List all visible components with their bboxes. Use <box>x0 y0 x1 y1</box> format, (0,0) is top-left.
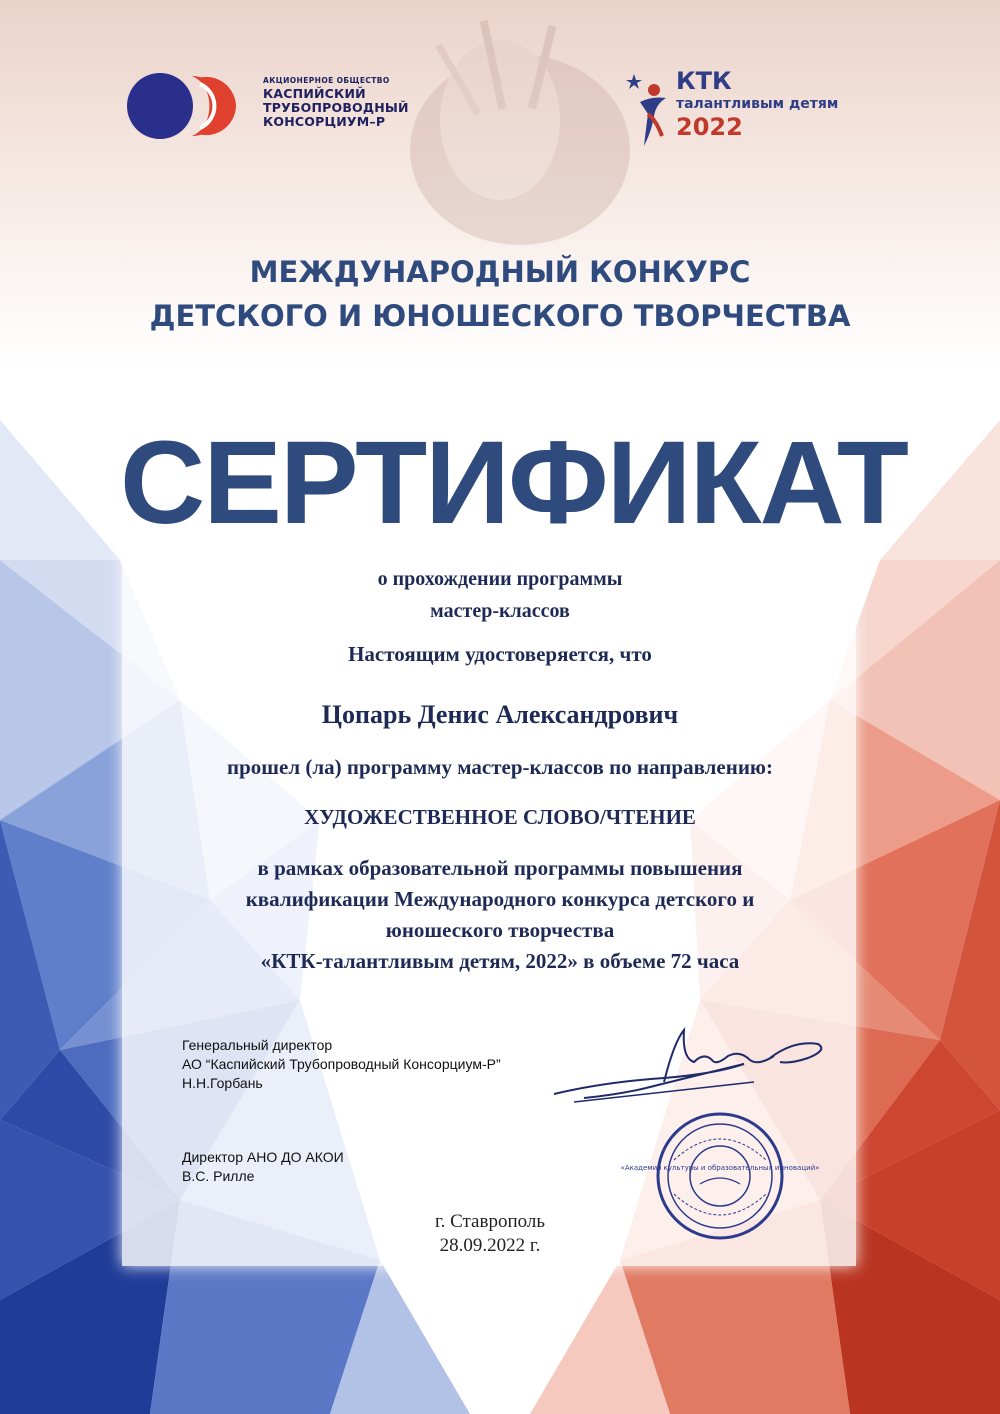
dancers-image <box>410 20 630 245</box>
org-name-line3: КОНСОРЦИУМ–Р <box>263 114 386 129</box>
signatory2-name: В.С. Рилле <box>182 1168 255 1184</box>
city: г. Ставрополь <box>434 1211 546 1232</box>
issue-date: 28.09.2022 г. <box>439 1235 541 1256</box>
contest-line1: МЕЖДУНАРОДНЫЙ КОНКУРС <box>249 255 751 289</box>
ktk-year: 2022 <box>676 113 743 141</box>
contest-line2: ДЕТСКОГО И ЮНОШЕСКОГО ТВОРЧЕСТВА <box>149 299 851 333</box>
org-type: АКЦИОНЕРНОЕ ОБЩЕСТВО <box>263 76 390 85</box>
signatory1-role: Генеральный директор <box>182 1037 333 1053</box>
completed-text: прошел (ла) программу мастер-классов по направлению: <box>227 755 773 779</box>
context-line3: юношеского творчества <box>385 918 615 942</box>
certifies-text: Настоящим удостоверяется, что <box>348 642 652 666</box>
certificate-title: СЕРТИФИКАТ <box>120 417 907 549</box>
ktk-logo <box>676 66 876 142</box>
signatory1-org: АО “Каспийский Трубопроводный Консорциум-Р” <box>182 1056 501 1072</box>
direction-text: ХУДОЖЕСТВЕННОЕ СЛОВО/ЧТЕНИЕ <box>304 805 696 829</box>
signatory-director <box>182 1148 482 1186</box>
place-and-date <box>300 1210 680 1258</box>
recipient-name: Цопарь Денис Александрович <box>321 700 679 729</box>
ktk-slogan: талантливым детям <box>676 96 839 112</box>
signatory1-name: Н.Н.Горбань <box>182 1075 263 1091</box>
contest-heading <box>60 250 940 338</box>
org-name-line2: ТРУБОПРОВОДНЫЙ <box>263 100 409 115</box>
handwritten-signature <box>544 1022 834 1112</box>
signatory2-role: Директор АНО ДО АКОИ <box>182 1149 344 1165</box>
stamp-inner-text: «Академия культуры и образовательных инноваций» <box>620 1164 820 1172</box>
org-name-line1: КАСПИЙСКИЙ <box>263 86 366 101</box>
certificate-subtitle <box>100 563 900 627</box>
context-line2: квалификации Международного конкурса детского и <box>245 887 755 911</box>
ktk-abbr: КТК <box>676 67 732 95</box>
signatory-general-director <box>182 1036 602 1093</box>
program-context <box>100 853 900 977</box>
organization-name <box>263 76 463 129</box>
child-figure-icon <box>626 68 672 152</box>
subtitle-line1: о прохождении программы <box>377 568 623 590</box>
subtitle-line2: мастер-классов <box>430 600 570 622</box>
context-line1: в рамках образовательной программы повышения <box>257 856 743 880</box>
context-line4: «КТК-талантливым детям, 2022» в объеме 72 часа <box>260 949 740 973</box>
cpc-logo-icon <box>126 70 238 142</box>
